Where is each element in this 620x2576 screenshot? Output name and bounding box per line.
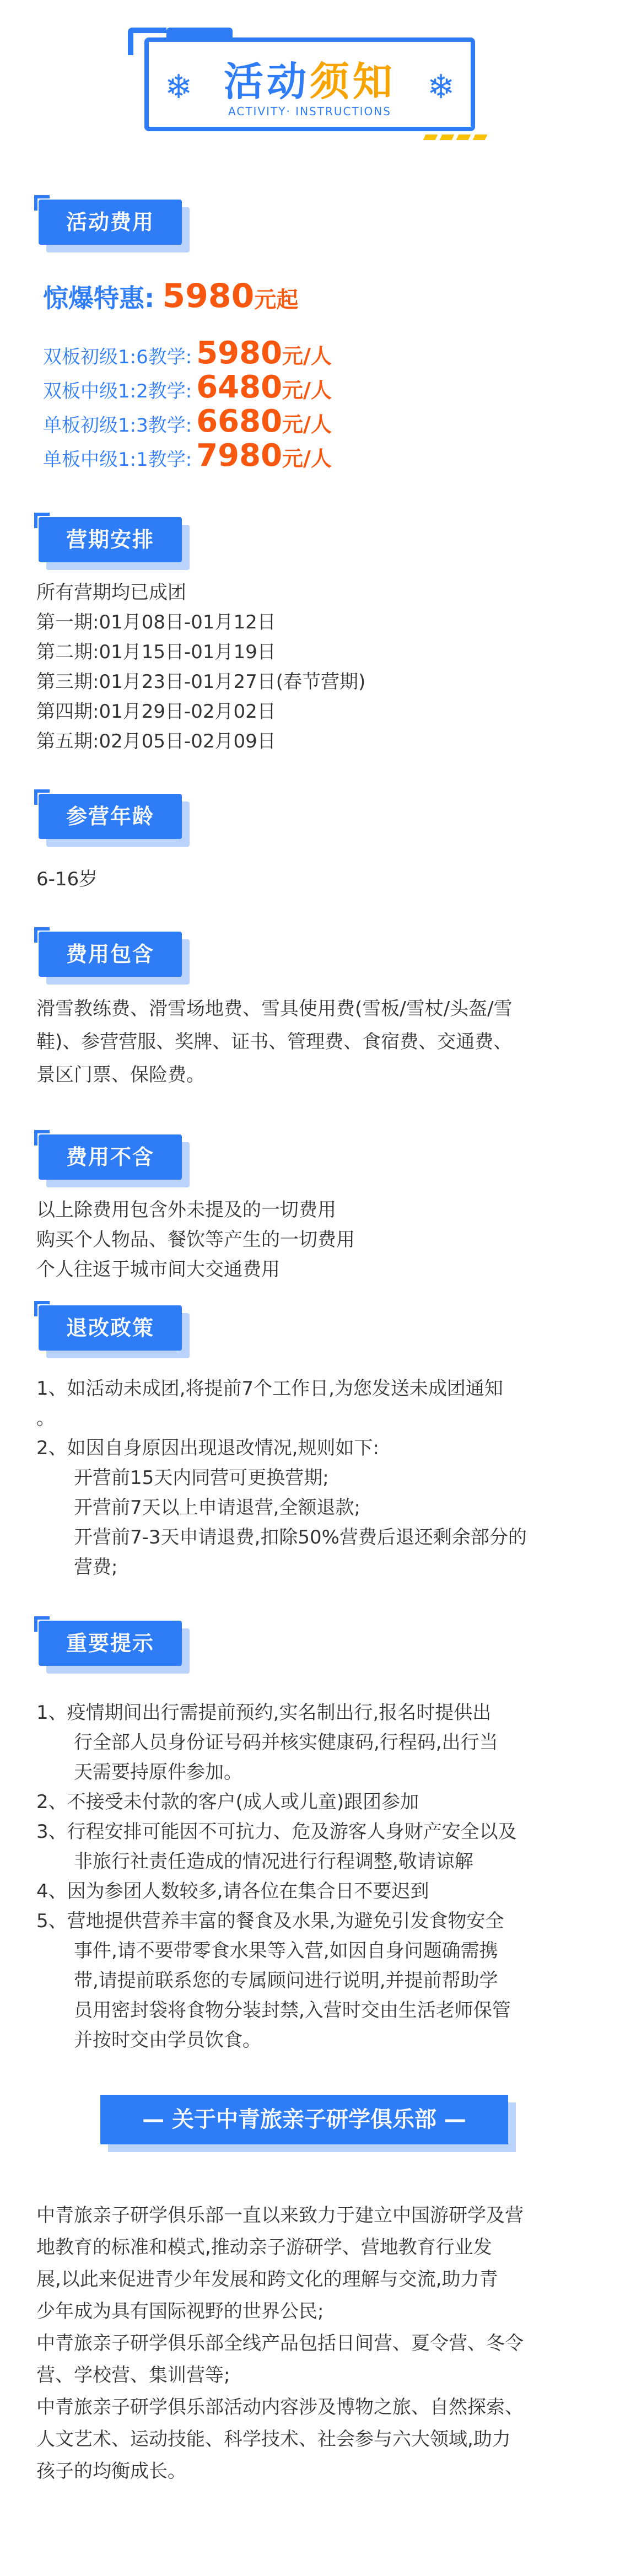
price-unit: 元/人 [282, 378, 332, 402]
price-value: 6680 [196, 404, 283, 439]
section-tag-schedule [39, 517, 187, 568]
notes-line: 行全部人员身份证号码并核实健康码,行程码,出行当 [74, 1731, 498, 1754]
section-tag-refund [39, 1305, 187, 1356]
about-line: 少年成为具有国际视野的世界公民; [36, 2300, 324, 2322]
schedule-line: 第三期:01月23日-01月27日(春节营期) [36, 671, 366, 693]
excluded-line: 以上除费用包含外未提及的一切费用 [36, 1199, 336, 1221]
excluded-text [36, 1195, 581, 1284]
refund-line: 营费; [74, 1556, 118, 1578]
section-title: 费用不含 [66, 1145, 154, 1169]
price-unit: 元/人 [282, 412, 332, 437]
snowflake-icon: ❄ [427, 68, 455, 106]
schedule-line: 第一期:01月08日-01月12日 [36, 611, 276, 633]
notes-line: 天需要持原件参加。 [74, 1761, 242, 1783]
price-list [43, 335, 332, 472]
special-label: 惊爆特惠: [43, 283, 155, 313]
snowflake-icon: ❄ [164, 68, 193, 106]
schedule-line: 第四期:01月29日-02月02日 [36, 701, 276, 723]
section-title: 参营年龄 [66, 804, 154, 829]
schedule-line: 所有营期均已成团 [36, 582, 186, 604]
notes-line: 1、疫情期间出行需提前预约,实名制出行,报名时提供出 [36, 1702, 492, 1724]
special-price: 5980 [162, 277, 255, 315]
about-text [36, 2199, 581, 2487]
included-text [36, 992, 581, 1091]
about-line: 中青旅亲子研学俱乐部全线产品包括日间营、夏令营、冬令 [36, 2332, 524, 2354]
price-value: 5980 [196, 335, 283, 371]
excluded-line: 个人往返于城市间大交通费用 [36, 1259, 280, 1281]
price-label: 单板初级1:3教学: [43, 415, 192, 437]
page-subtitle: ACTIVITY· INSTRUCTIONS [228, 105, 391, 118]
price-unit: 元/人 [282, 344, 332, 368]
notes-line: 带,请提前联系您的专属顾问进行说明,并提前帮助学 [74, 1970, 498, 1992]
refund-line: 开营前7-3天申请退费,扣除50%营费后退还剩余部分的 [74, 1526, 527, 1548]
price-label: 双板中级1:2教学: [43, 380, 192, 402]
about-line: 展,以此来促进青少年发展和跨文化的理解与交流,助力青 [36, 2268, 498, 2290]
refund-line: 。 [36, 1407, 55, 1429]
notes-line: 事件,请不要带零食水果等入营,如因自身问题确需携 [74, 1940, 498, 1962]
excluded-line: 购买个人物品、餐饮等产生的一切费用 [36, 1229, 355, 1251]
section-title: 退改政策 [66, 1316, 154, 1340]
section-title: 费用包含 [66, 942, 154, 966]
price-row [43, 335, 332, 369]
refund-line: 开营前7天以上申请退营,全额退款; [74, 1497, 360, 1519]
notes-line: 4、因为参团人数较多,请各位在集合日不要迟到 [36, 1880, 429, 1902]
included-line: 滑雪教练费、滑雪场地费、雪具使用费(雪板/雪杖/头盔/雪 [36, 998, 513, 1020]
about-line: 营、学校营、集训营等; [36, 2364, 230, 2386]
notes-line: 非旅行社责任造成的情况进行行程调整,敬请谅解 [74, 1851, 473, 1873]
refund-text [36, 1374, 581, 1582]
notes-line: 5、营地提供营养丰富的餐食及水果,为避免引发食物安全 [36, 1910, 504, 1932]
age-text: 6-16岁 [36, 868, 98, 890]
section-tag-notes [39, 1621, 187, 1671]
refund-line: 1、如活动未成团,将提前7个工作日,为您发送未成团通知 [36, 1378, 503, 1400]
price-unit: 元/人 [282, 447, 332, 471]
refund-line: 开营前15天内同营可更换营期; [74, 1467, 329, 1489]
schedule-line: 第二期:01月15日-01月19日 [36, 641, 276, 663]
section-tag-included [39, 932, 187, 982]
notes-line: 并按时交由学员饮食。 [74, 2029, 261, 2051]
about-line: 中青旅亲子研学俱乐部活动内容涉及博物之旅、自然探索、 [36, 2396, 524, 2418]
about-line: 地教育的标准和模式,推动亲子游研学、营地教育行业发 [36, 2236, 492, 2258]
section-title: 活动费用 [66, 210, 154, 234]
special-offer [43, 277, 298, 315]
price-label: 单板中级1:1教学: [43, 449, 192, 471]
price-row [43, 369, 332, 404]
section-tag-excluded [39, 1134, 187, 1185]
about-line: 中青旅亲子研学俱乐部一直以来致力于建立中国游研学及营 [36, 2204, 524, 2227]
stripe-decoration [424, 135, 486, 140]
title-part-2: 须知 [310, 58, 396, 105]
price-value: 6480 [196, 369, 283, 405]
notes-line: 员用密封袋将食物分装封禁,入营时交由生活老师保管 [74, 1999, 511, 2021]
title-banner [128, 28, 492, 143]
price-value: 7980 [196, 438, 283, 474]
section-tag-age [39, 794, 187, 845]
section-title: 重要提示 [66, 1631, 154, 1655]
notes-line: 3、行程安排可能因不可抗力、危及游客人身财产安全以及 [36, 1821, 517, 1843]
price-row [43, 438, 332, 472]
page-title [128, 60, 492, 104]
included-line: 景区门票、保险费。 [36, 1064, 205, 1086]
special-unit: 元起 [254, 287, 299, 313]
section-title: 营期安排 [66, 528, 154, 552]
about-title: — 关于中青旅亲子研学俱乐部 — [142, 2107, 466, 2132]
schedule-line: 第五期:02月05日-02月09日 [36, 730, 276, 752]
title-part-1: 活动 [223, 58, 310, 105]
about-line: 孩子的均衡成长。 [36, 2460, 186, 2482]
refund-line: 2、如因自身原因出现退改情况,规则如下: [36, 1437, 379, 1459]
about-line: 人文艺术、运动技能、科学技术、社会参与六大领域,助力 [36, 2428, 511, 2450]
schedule-list [36, 578, 581, 756]
about-banner [100, 2095, 519, 2155]
notes-text [36, 1698, 581, 2055]
included-line: 鞋)、参营营服、奖牌、证书、管理费、食宿费、交通费、 [36, 1031, 513, 1053]
price-row [43, 404, 332, 438]
section-tag-fees [39, 200, 187, 250]
notes-line: 2、不接受未付款的客户(成人或儿童)跟团参加 [36, 1791, 419, 1813]
price-label: 双板初级1:6教学: [43, 346, 192, 368]
